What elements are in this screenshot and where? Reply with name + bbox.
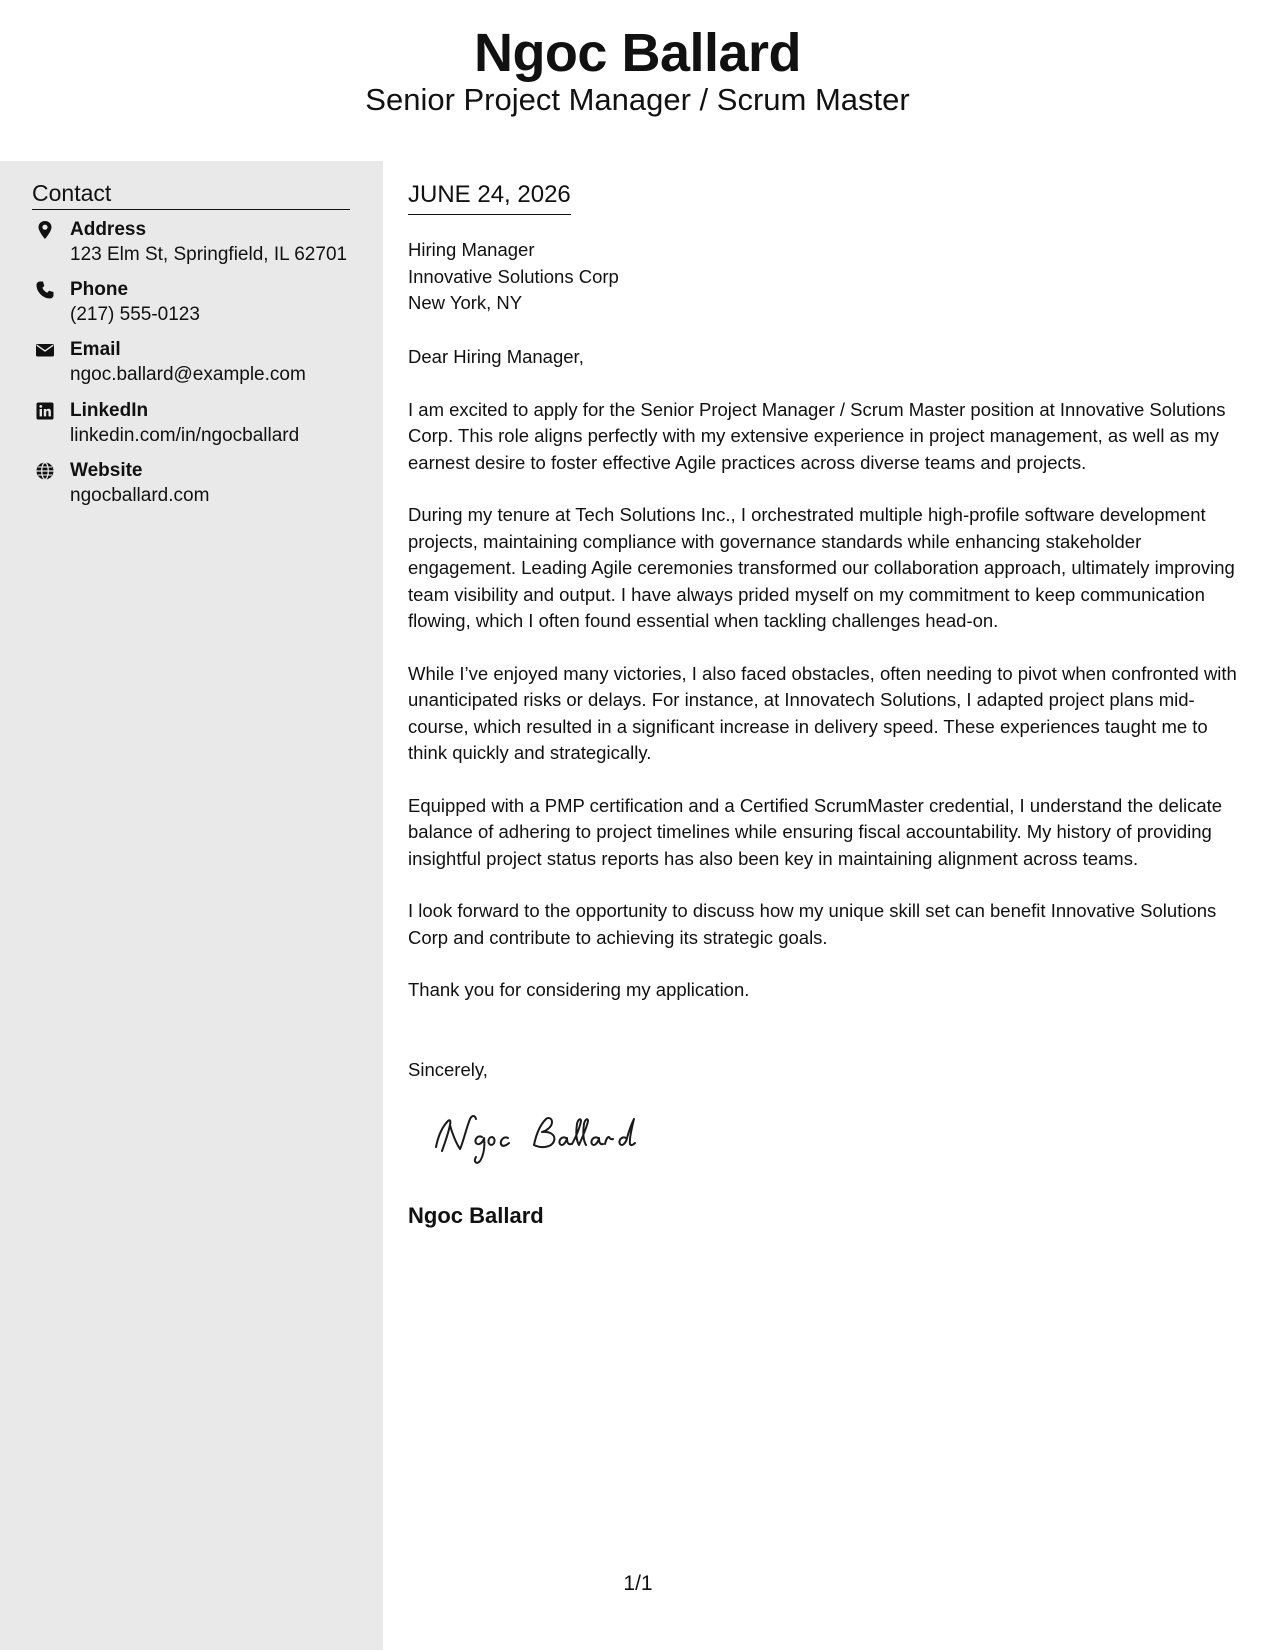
email-value: ngoc.ballard@example.com bbox=[70, 364, 306, 385]
address-label: Address bbox=[70, 219, 147, 240]
contact-heading: Contact bbox=[32, 178, 350, 210]
recipient-line: New York, NY bbox=[408, 292, 523, 313]
contact-item-address bbox=[32, 218, 362, 274]
letter-text bbox=[408, 344, 1250, 1030]
linkedin-icon bbox=[35, 401, 55, 421]
contact-sidebar bbox=[0, 161, 383, 1650]
phone-icon bbox=[35, 280, 55, 300]
email-label: Email bbox=[70, 339, 121, 360]
location-pin-icon bbox=[35, 220, 55, 240]
contact-item-phone bbox=[32, 278, 362, 334]
paragraph: I look forward to the opportunity to discuss how my unique skill set can benefit Innovative Solutions Corp and contribute to achieving its strategic goals. bbox=[408, 900, 1217, 948]
applicant-title: Senior Project Manager / Scrum Master bbox=[365, 82, 910, 117]
paragraph: Equipped with a PMP certification and a Certified ScrumMaster credential, I understand the delicate balance of adhering to project timelines while ensuring fiscal accountability. My history of providing insightful project status reports has also been key in maintaining alignment across teams. bbox=[408, 794, 1223, 869]
applicant-name: Ngoc Ballard bbox=[473, 23, 802, 83]
signer-name: Ngoc Ballard bbox=[408, 1203, 544, 1228]
phone-value: (217) 555-0123 bbox=[70, 304, 200, 325]
salutation: Dear Hiring Manager, bbox=[408, 346, 584, 367]
paragraph: While I’ve enjoyed many victories, I also faced obstacles, often needing to pivot when confronted with unanticipated risks or delays. For instance, at Innovatech Solutions, I adapted project plans mid-course, which resulted in a significant increase in delivery speed. These experiences taught me to think quickly and strategically. bbox=[408, 662, 1237, 763]
contact-item-linkedin bbox=[32, 399, 362, 455]
linkedin-label: LinkedIn bbox=[70, 400, 149, 421]
closing: Sincerely, bbox=[408, 1059, 488, 1080]
linkedin-value: linkedin.com/in/ngocballard bbox=[70, 425, 300, 446]
paragraph: I am excited to apply for the Senior Project Manager / Scrum Master position at Innovative Solutions Corp. This role aligns perfectly with my extensive experience in project management, as well as my earnest desire to foster effective Agile practices across diverse teams and projects. bbox=[408, 398, 1226, 473]
letter-date: JUNE 24, 2026 bbox=[408, 180, 571, 215]
paragraph: Thank you for considering my application. bbox=[408, 979, 750, 1000]
paragraph: During my tenure at Tech Solutions Inc., I orchestrated multiple high-profile software development projects, maintaining compliance with governance standards while enhancing stakeholder engagement. Leading Agile ceremonies transformed our collaboration approach, ultimately improving team visibility and output. I have always prided myself on my commitment to keep communication flowing, which I often found essential when tackling challenges head-on. bbox=[408, 504, 1235, 631]
recipient-line: Hiring Manager bbox=[408, 239, 535, 260]
website-label: Website bbox=[70, 460, 143, 481]
recipient-block bbox=[408, 237, 619, 317]
globe-icon bbox=[35, 461, 55, 481]
website-value: ngocballard.com bbox=[70, 485, 210, 506]
letter-header bbox=[0, 0, 1275, 160]
signature bbox=[430, 1107, 670, 1169]
page-number: 1/1 bbox=[623, 1572, 653, 1595]
envelope-icon bbox=[35, 340, 55, 360]
contact-item-email bbox=[32, 338, 362, 394]
recipient-line: Innovative Solutions Corp bbox=[408, 265, 619, 287]
address-value: 123 Elm St, Springfield, IL 62701 bbox=[70, 244, 348, 265]
phone-label: Phone bbox=[70, 279, 129, 300]
contact-item-website bbox=[32, 459, 362, 515]
